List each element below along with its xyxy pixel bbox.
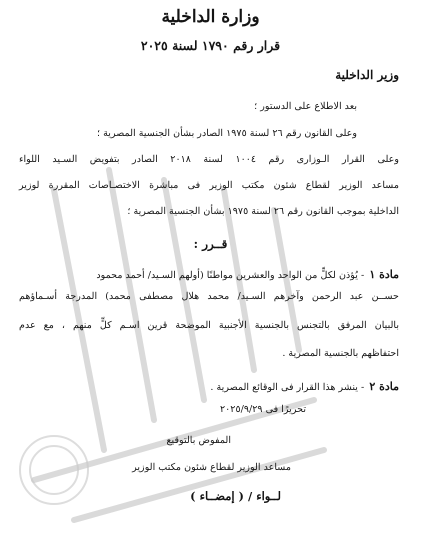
article2-label: مادة ٢ bbox=[369, 380, 399, 393]
issuer-title: وزير الداخلية bbox=[335, 68, 399, 82]
article2-line bbox=[210, 375, 399, 394]
decree-number: قرار رقم ١٧٩٠ لسنة ٢٠٢٥ bbox=[140, 38, 281, 53]
article1-first-line bbox=[19, 263, 399, 282]
article1-line: احتفاظهم بالجنسية المصرية . bbox=[282, 348, 399, 359]
preamble-line: بعد الاطلاع على الدستور ؛ bbox=[254, 101, 357, 112]
signature-authorized: المفوض بالتوقيع bbox=[166, 435, 231, 446]
signature-title: مساعد الوزير لقطاع شئون مكتب الوزير bbox=[132, 462, 291, 473]
date-line: تحريرًا فى ٢٠٢٥/٩/٢٩ bbox=[219, 404, 306, 415]
ministry-title: وزارة الداخلية bbox=[161, 7, 260, 27]
signature-name: لــواء / ( إمضــاء ) bbox=[190, 489, 281, 503]
decides-heading: قــرر : bbox=[193, 237, 228, 251]
article2-text: - ينشر هذا القرار فى الوقائع المصرية . bbox=[210, 382, 365, 393]
preamble-line: وعلى القانون رقم ٢٦ لسنة ١٩٧٥ الصادر بشأن الجنسية المصرية ؛ bbox=[97, 128, 357, 139]
article1-line: بالبيان المرفق بالتجنس بالجنسية الأجنبية الموضحة قرين اسـم كلٍّ منهم ، مع عدم bbox=[19, 320, 399, 331]
preamble-line: الداخلية بموجب القانون رقم ٢٦ لسنة ١٩٧٥ بشأن الجنسية المصرية ؛ bbox=[127, 206, 399, 217]
preamble-line: مساعد الوزير لقطاع شئون مكتب الوزير فى مباشرة الاختصـاصات المقررة لوزير bbox=[19, 180, 399, 191]
article1-text: - يُؤذن لكلٍّ من الواحد والعشرين مواطنًا (أولهم السـيد/ أحمد محمود bbox=[96, 270, 365, 281]
preamble-line: وعلى القرار الـوزارى رقم ١٠٠٤ لسنة ٢٠١٨ الصادر بتفويض السـيد اللواء bbox=[19, 154, 399, 165]
article1-label: مادة ١ bbox=[369, 268, 399, 281]
article1-line: حســن عبد الرحمن وآخرهم السـيد/ محمد هلال مصطفى محمد) المدرجة أسـماؤهم bbox=[19, 291, 399, 302]
